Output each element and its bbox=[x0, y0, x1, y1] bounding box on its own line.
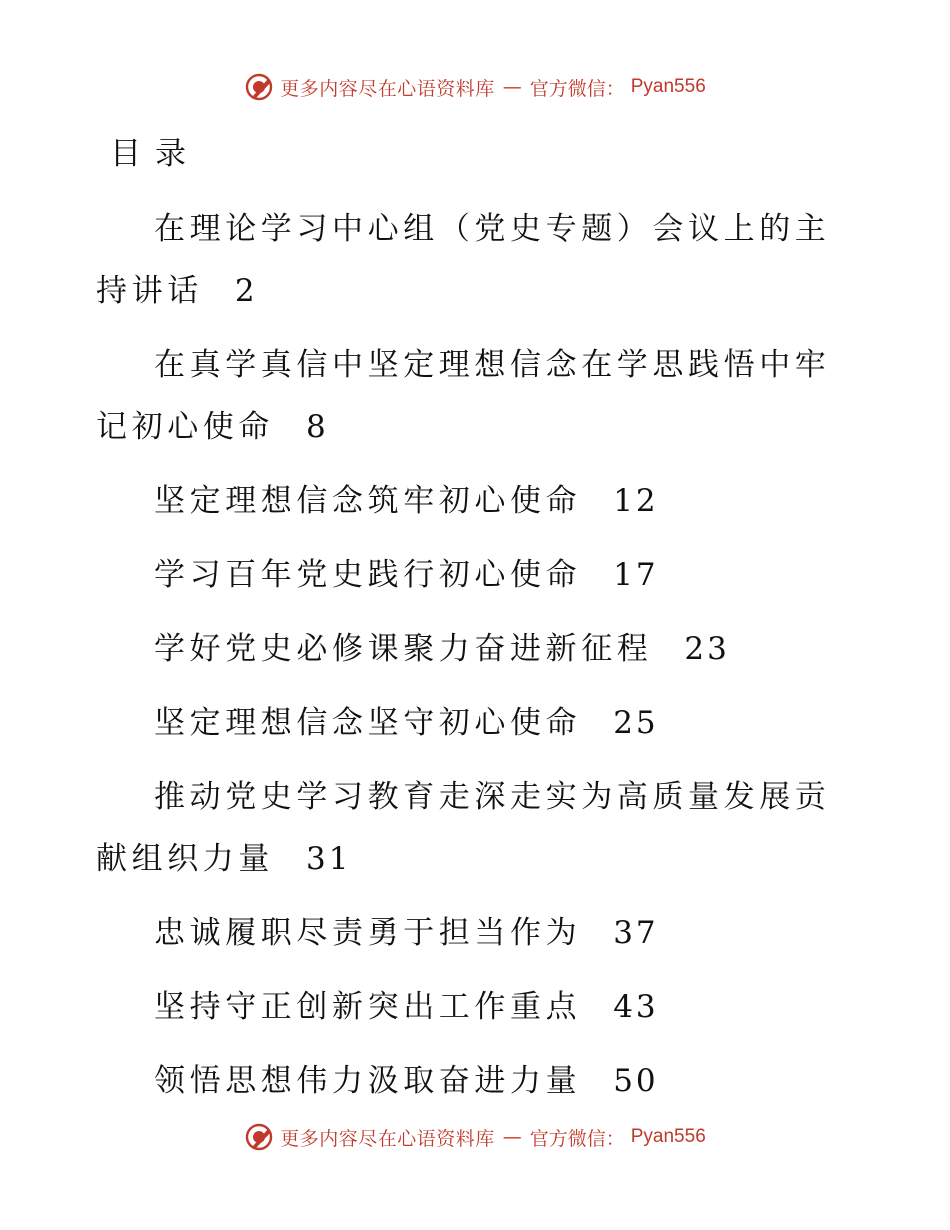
toc-item-title: 坚持守正创新突出工作重点 bbox=[154, 989, 582, 1025]
toc-item[interactable] bbox=[96, 766, 856, 890]
toc-item[interactable] bbox=[96, 902, 856, 964]
toc-item-title: 忠诚履职尽责勇于担当作为 bbox=[154, 915, 582, 951]
toc-item-title: 坚定理想信念筑牢初心使命 bbox=[154, 483, 582, 519]
toc-item-title: 学好党史必修课聚力奋进新征程 bbox=[154, 631, 653, 667]
toc-item-page: 31 bbox=[306, 841, 352, 877]
footer-watermark bbox=[0, 1122, 950, 1152]
toc-item-page: 17 bbox=[613, 557, 659, 593]
watermark-separator: — bbox=[502, 1126, 522, 1148]
toc-title: 目录 bbox=[110, 136, 200, 172]
header-watermark bbox=[0, 72, 950, 102]
toc-item[interactable] bbox=[96, 618, 856, 680]
toc-item-page: 43 bbox=[613, 989, 659, 1025]
toc-item[interactable] bbox=[96, 692, 856, 754]
toc-item-page: 8 bbox=[306, 409, 329, 445]
watermark-account: Pyan556 bbox=[630, 1126, 706, 1147]
toc-item-title: 推动党史学习教育走深走实为高质量发展贡献组织力量 bbox=[96, 779, 831, 877]
toc-item-title: 学习百年党史践行初心使命 bbox=[154, 557, 582, 593]
pen-logo-icon bbox=[244, 1122, 274, 1152]
toc-item-page: 12 bbox=[613, 483, 659, 519]
watermark-text: 更多内容尽在心语资料库 bbox=[280, 1127, 495, 1150]
toc-item-title: 在真学真信中坚定理想信念在学思践悟中牢记初心使命 bbox=[96, 347, 831, 445]
watermark-text: 更多内容尽在心语资料库 bbox=[280, 77, 495, 100]
watermark-label: 官方微信： bbox=[529, 77, 625, 100]
toc-item-title: 在理论学习中心组（党史专题）会议上的主持讲话 bbox=[96, 211, 831, 309]
watermark-label: 官方微信： bbox=[529, 1127, 625, 1150]
toc-item[interactable] bbox=[96, 544, 856, 606]
toc-item[interactable] bbox=[96, 334, 856, 458]
toc-item[interactable] bbox=[96, 198, 856, 322]
toc-item-title: 领悟思想伟力汲取奋进力量 bbox=[154, 1063, 582, 1099]
toc-item[interactable] bbox=[96, 1050, 856, 1112]
toc-item-page: 23 bbox=[684, 631, 730, 667]
toc-item-page: 2 bbox=[234, 273, 258, 309]
toc-item-title: 坚定理想信念坚守初心使命 bbox=[154, 705, 582, 741]
watermark-separator: — bbox=[502, 76, 522, 98]
toc-item-page: 50 bbox=[613, 1063, 659, 1099]
toc-item[interactable] bbox=[96, 976, 856, 1038]
toc-item-page: 37 bbox=[613, 915, 659, 951]
pen-logo-icon bbox=[244, 72, 274, 102]
toc-list bbox=[96, 198, 856, 1124]
watermark-account: Pyan556 bbox=[630, 76, 706, 97]
toc-item-page: 25 bbox=[613, 705, 659, 741]
toc-item[interactable] bbox=[96, 470, 856, 532]
